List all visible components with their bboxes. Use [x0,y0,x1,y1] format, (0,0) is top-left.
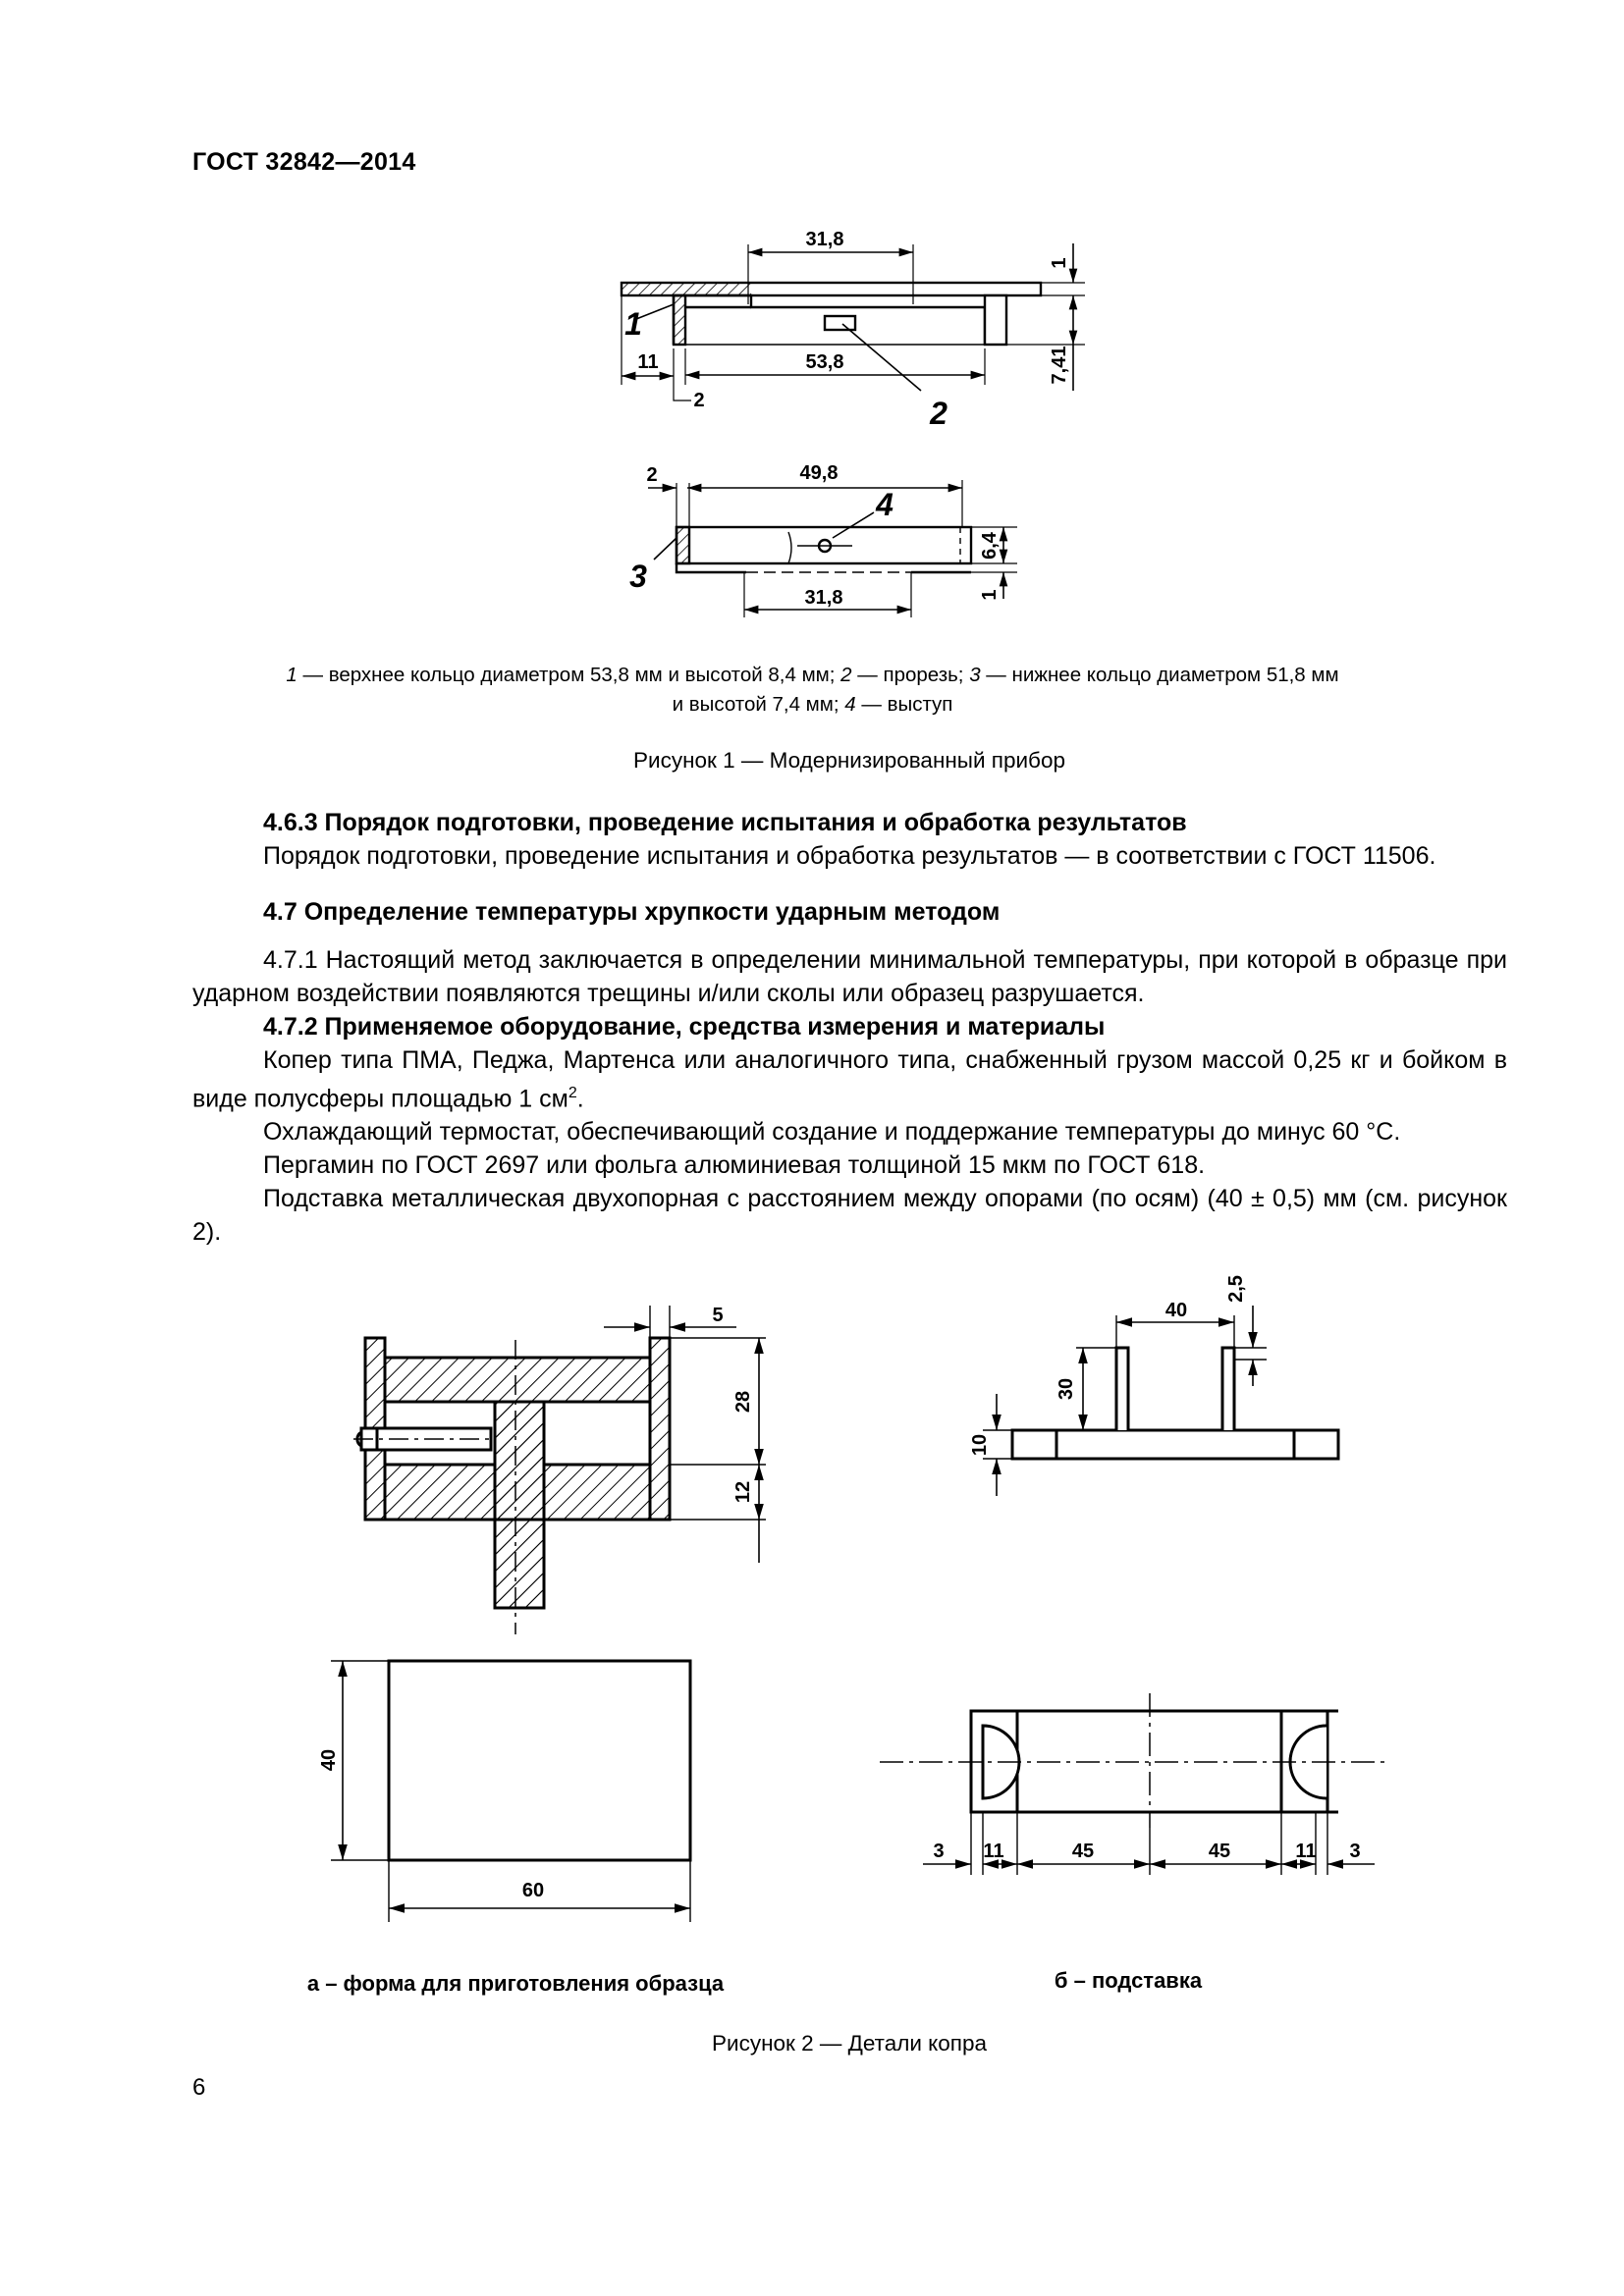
marker-1: 1 [624,306,642,342]
figure-1-legend: 1 — верхнее кольцо диаметром 53,8 мм и высотой 8,4 мм; 2 — прорезь; 3 — нижнее кольцо диаметром 51,8 мм и высотой 7,4 мм; 4 — выступ [286,664,1339,716]
dim-b-11-right: 11 [1295,1841,1317,1862]
section-4-7-2-heading: 4.7.2 Применяемое оборудование, средства измерения и материалы [263,1013,1106,1041]
marker-3: 3 [629,559,647,594]
dim-thickness: 1 [1049,257,1070,269]
dim-a-h40: 40 [318,1748,340,1772]
dim-b-offset: 2 [646,464,658,486]
dim-a-w5: 5 [712,1305,724,1326]
figure-1-caption: Рисунок 1 — Модернизированный прибор [633,748,1065,773]
section-4-7-heading-block [192,895,1507,929]
dim-inner-width: 53,8 [805,351,844,373]
dim-b-width: 49,8 [799,462,839,484]
dim-b-11-left: 11 [983,1841,1004,1862]
document-header: ГОСТ 32842—2014 [192,148,416,176]
paragraph-equipment-1: Копер типа ПМА, Педжа, Мартенса или аналогичного типа, снабженный грузом массой 0,25 кг и бойком в виде полусферы площадью 1 $см^2$. [192,1046,1507,1113]
dim-gap: 2 [693,390,705,411]
marker-2: 2 [930,396,947,431]
page-number: 6 [192,2074,206,2101]
dim-top-width: 31,8 [805,229,844,250]
dim-b-45-right: 45 [1208,1841,1231,1862]
paragraph-equipment-4: Подставка металлическая двухопорная с расстоянием между опорами (по осям) (40 ± 0,5) мм (см. рисунок 2). [192,1185,1507,1247]
dim-b-45-left: 45 [1071,1841,1095,1862]
legend-num-1: 1 [286,664,298,686]
dim-b-height: 6,4 [979,532,1001,560]
section-4-7-heading: 4.7 Определение температуры хрупкости ударным методом [263,898,1001,926]
section-4-7-body [192,943,1507,1249]
dim-left-offset: 11 [637,351,659,373]
section-4-6-3 [192,806,1507,873]
figure-1-drawing [0,0,1624,648]
dim-b-3-right: 3 [1349,1841,1361,1862]
paragraph-equipment-3: Пергамин по ГОСТ 2697 или фольга алюминиевая толщиной 15 мкм по ГОСТ 618. [263,1151,1206,1180]
legend-num-4: 4 [844,693,856,716]
dim-b-3-left: 3 [933,1841,945,1862]
dim-b-h30: 30 [1056,1377,1077,1401]
section-4-6-3-heading: 4.6.3 Порядок подготовки, проведение испытания и обработка результатов [263,809,1187,836]
dim-b-w40: 40 [1164,1300,1188,1321]
figure-2-caption: Рисунок 2 — Детали копра [712,2031,987,2056]
figure-2b-label: б – подставка [1054,1968,1203,1993]
dim-a-h12: 12 [732,1480,754,1504]
dim-a-w60: 60 [521,1880,545,1901]
dim-b-thickness: 1 [979,589,1001,601]
figure-2a-label: а – форма для приготовления образца [306,1971,725,1996]
paragraph-4-7-1: 4.7.1 Настоящий метод заключается в определении минимальной температуры, при которой в образце при ударном воздействии появляются трещины и/или сколы или образец разрушается. [192,946,1507,1007]
legend-num-2: 2 [840,664,852,686]
marker-4: 4 [876,487,893,522]
dim-height: 7,41 [1049,346,1070,385]
section-4-6-3-text: Порядок подготовки, проведение испытания и обработка результатов — в соответствии с ГОСТ 11506. [263,842,1436,870]
dim-b-bottom: 31,8 [804,587,843,609]
paragraph-equipment-2: Охлаждающий термостат, обеспечивающий создание и поддержание температуры до минус 60 °С. [263,1118,1401,1147]
dim-b-h10: 10 [969,1433,991,1457]
dim-a-h28: 28 [732,1390,754,1414]
figure-2-drawing [0,1256,1624,2042]
legend-num-3: 3 [969,664,981,686]
dim-b-h25: 2,5 [1225,1275,1247,1303]
